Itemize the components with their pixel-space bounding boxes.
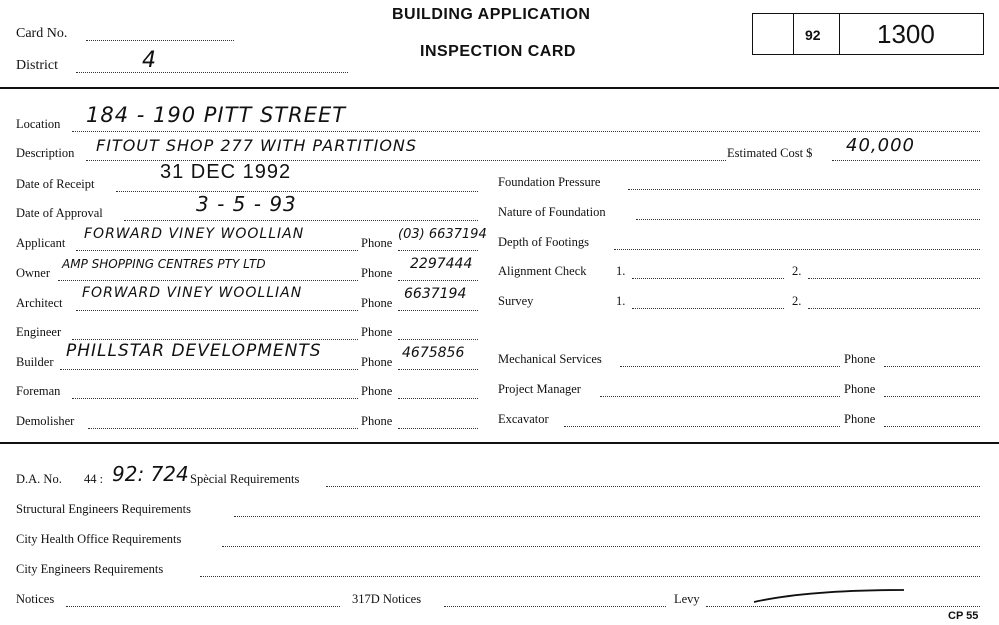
builder-phone-field[interactable] xyxy=(398,369,478,370)
structural-engineers-label: Structural Engineers Requirements xyxy=(16,502,191,516)
project-manager-phone-field[interactable] xyxy=(884,396,980,397)
builder-phone-value: 4675856 xyxy=(402,345,465,361)
special-requirements-label: Spècial Requirements xyxy=(190,472,300,486)
da-no-value: 92: 724 xyxy=(112,462,189,486)
card-no-field[interactable] xyxy=(86,40,234,41)
levy-label: Levy xyxy=(674,592,700,606)
form-code: CP 55 xyxy=(948,610,979,622)
date-approval-value: 3 - 5 - 93 xyxy=(196,192,297,216)
date-receipt-label: Date of Receipt xyxy=(16,177,95,191)
applicant-value: FORWARD VINEY WOOLLIAN xyxy=(84,226,305,242)
survey-1-label: 1. xyxy=(616,294,626,308)
survey-1-field[interactable] xyxy=(632,308,784,309)
depth-footings-field[interactable] xyxy=(614,249,980,250)
excavator-phone-label: Phone xyxy=(844,412,876,426)
engineer-field[interactable] xyxy=(72,339,358,340)
description-value: FITOUT SHOP 277 WITH PARTITIONS xyxy=(96,136,418,155)
mechanical-services-field[interactable] xyxy=(620,366,840,367)
applicant-field[interactable] xyxy=(76,250,358,251)
district-field[interactable] xyxy=(76,72,348,73)
applicant-phone-value: (03) 6637194 xyxy=(398,227,487,242)
levy-pen-stroke xyxy=(750,586,910,606)
structural-engineers-field[interactable] xyxy=(234,516,980,517)
mechanical-phone-label: Phone xyxy=(844,352,876,366)
card-number-box xyxy=(752,13,984,55)
city-health-label: City Health Office Requirements xyxy=(16,532,182,546)
engineer-label: Engineer xyxy=(16,325,62,339)
architect-phone-value: 6637194 xyxy=(404,286,467,302)
depth-footings-label: Depth of Footings xyxy=(498,235,589,249)
excavator-phone-field[interactable] xyxy=(884,426,980,427)
builder-phone-label: Phone xyxy=(361,355,393,369)
project-manager-field[interactable] xyxy=(600,396,840,397)
alignment-check-2-label: 2. xyxy=(792,264,802,278)
location-label: Location xyxy=(16,117,61,131)
nature-foundation-label: Nature of Foundation xyxy=(498,205,606,219)
demolisher-field[interactable] xyxy=(88,428,358,429)
owner-phone-field[interactable] xyxy=(398,280,478,281)
demolisher-phone-field[interactable] xyxy=(398,428,478,429)
foreman-field[interactable] xyxy=(72,398,358,399)
foundation-pressure-label: Foundation Pressure xyxy=(498,175,601,189)
survey-2-field[interactable] xyxy=(808,308,980,309)
card-title-line2: INSPECTION CARD xyxy=(420,43,576,60)
district-value: 4 xyxy=(142,48,157,73)
da-no-prefix: 44 : xyxy=(84,472,104,486)
alignment-check-1-label: 1. xyxy=(616,264,626,278)
demolisher-phone-label: Phone xyxy=(361,414,393,428)
foreman-label: Foreman xyxy=(16,384,61,398)
district-label: District xyxy=(16,58,58,73)
architect-field[interactable] xyxy=(76,310,358,311)
architect-phone-field[interactable] xyxy=(398,310,478,311)
card-number-prefix: 92 xyxy=(805,27,821,43)
alignment-check-2-field[interactable] xyxy=(808,278,980,279)
notices-label: Notices xyxy=(16,592,55,606)
notices-317d-field[interactable] xyxy=(444,606,666,607)
mechanical-services-label: Mechanical Services xyxy=(498,352,602,366)
nature-foundation-field[interactable] xyxy=(636,219,980,220)
mechanical-phone-field[interactable] xyxy=(884,366,980,367)
date-approval-label: Date of Approval xyxy=(16,206,103,220)
applicant-label: Applicant xyxy=(16,236,66,250)
alignment-check-label: Alignment Check xyxy=(498,264,587,278)
owner-label: Owner xyxy=(16,266,51,280)
city-engineers-field[interactable] xyxy=(200,576,980,577)
foreman-phone-field[interactable] xyxy=(398,398,478,399)
notices-field[interactable] xyxy=(66,606,340,607)
middle-divider xyxy=(0,442,999,444)
date-receipt-field[interactable] xyxy=(116,191,478,192)
project-manager-phone-label: Phone xyxy=(844,382,876,396)
applicant-phone-field[interactable] xyxy=(398,250,478,251)
date-approval-field[interactable] xyxy=(124,220,478,221)
estimated-cost-value: 40,000 xyxy=(846,135,915,156)
da-no-label: D.A. No. xyxy=(16,472,62,486)
project-manager-label: Project Manager xyxy=(498,382,581,396)
engineer-phone-label: Phone xyxy=(361,325,393,339)
levy-field[interactable] xyxy=(706,606,980,607)
foundation-pressure-field[interactable] xyxy=(628,189,980,190)
city-health-field[interactable] xyxy=(222,546,980,547)
excavator-field[interactable] xyxy=(564,426,840,427)
description-label: Description xyxy=(16,146,75,160)
architect-phone-label: Phone xyxy=(361,296,393,310)
notices-317d-label: 317D Notices xyxy=(352,592,422,606)
header-divider xyxy=(0,87,999,89)
survey-2-label: 2. xyxy=(792,294,802,308)
builder-field[interactable] xyxy=(60,369,358,370)
special-requirements-field[interactable] xyxy=(326,486,980,487)
estimated-cost-label: Estimated Cost $ xyxy=(727,146,813,160)
card-number: 1300 xyxy=(877,19,935,49)
foreman-phone-label: Phone xyxy=(361,384,393,398)
applicant-phone-label: Phone xyxy=(361,236,393,250)
date-receipt-value: 31 DEC 1992 xyxy=(160,161,292,183)
engineer-phone-field[interactable] xyxy=(398,339,478,340)
owner-phone-value: 2297444 xyxy=(410,256,473,272)
demolisher-label: Demolisher xyxy=(16,414,75,428)
architect-value: FORWARD VINEY WOOLLIAN xyxy=(82,285,303,301)
card-no-label: Card No. xyxy=(16,26,68,41)
city-engineers-label: City Engineers Requirements xyxy=(16,562,164,576)
builder-value: PHILLSTAR DEVELOPMENTS xyxy=(66,341,322,361)
alignment-check-1-field[interactable] xyxy=(632,278,784,279)
owner-phone-label: Phone xyxy=(361,266,393,280)
owner-value: AMP SHOPPING CENTRES PTY LTD xyxy=(62,257,266,271)
card-title-line1: BUILDING APPLICATION xyxy=(392,6,591,23)
location-value: 184 - 190 PITT STREET xyxy=(86,103,347,127)
builder-label: Builder xyxy=(16,355,54,369)
location-field[interactable] xyxy=(72,131,980,132)
survey-label: Survey xyxy=(498,294,534,308)
estimated-cost-field[interactable] xyxy=(832,160,980,161)
owner-field[interactable] xyxy=(58,280,358,281)
architect-label: Architect xyxy=(16,296,63,310)
excavator-label: Excavator xyxy=(498,412,549,426)
